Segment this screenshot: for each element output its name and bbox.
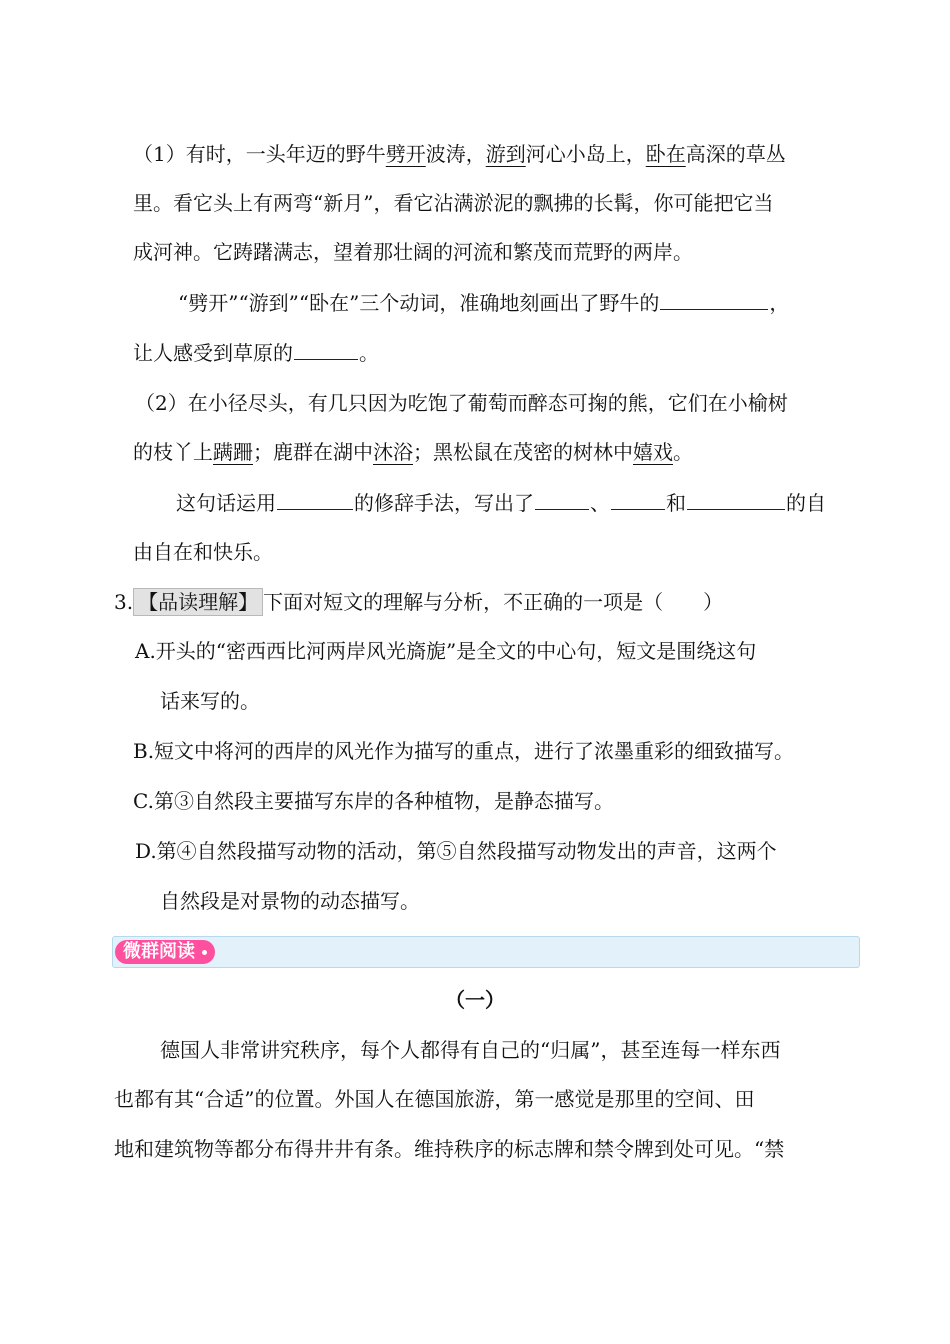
q2-task-line-1 [176, 488, 826, 518]
q2-text: ；黑松鼠在茂密的树林中 [413, 440, 633, 464]
option-a-line-1[interactable]: A.开头的“密西西比河两岸风光旖旎”是全文的中心句，短文是围绕这句 [135, 639, 757, 663]
task-text: 的修辞手法，写出了 [354, 491, 534, 515]
answer-blank[interactable] [687, 489, 785, 510]
task-text: 让人感受到草原的 [133, 341, 293, 365]
section-heading: （一） [445, 988, 505, 1012]
section-banner [112, 936, 860, 968]
underlined-verb: 卧在 [645, 142, 686, 166]
q2-task-line-2: 由自在和快乐。 [133, 540, 273, 564]
q1-line-1 [133, 139, 786, 169]
q1-text: 高深的草丛 [685, 142, 786, 166]
task-text: ， [769, 291, 790, 315]
option-b[interactable]: B.短文中将河的西岸的风光作为描写的重点，进行了浓墨重彩的细致描写。 [133, 739, 795, 763]
q3-stem [114, 587, 723, 617]
option-c[interactable]: C.第③自然段主要描写东岸的各种植物，是静态描写。 [133, 789, 614, 813]
q1-text: 波涛， [425, 142, 486, 166]
q2-line-2 [133, 437, 693, 467]
task-text: 、 [590, 491, 610, 515]
task-text: “劈开”“游到”“卧在”三个动词，准确地刻画出了野牛的 [178, 291, 660, 315]
dot-icon [202, 950, 207, 955]
question-tag: 【品读理解】 [133, 588, 263, 616]
task-text: 这句话运用 [176, 491, 276, 515]
q2-text: 的枝丫上 [133, 440, 213, 464]
q1-task-line-2 [133, 338, 379, 368]
passage-line-1: 德国人非常讲究秩序，每个人都得有自己的“归属”，甚至连每一样东西 [160, 1038, 781, 1062]
option-a-line-2: 话来写的。 [160, 689, 260, 713]
answer-blank[interactable] [660, 289, 768, 310]
task-text: 。 [359, 341, 379, 365]
q1-text: 河心小岛上， [525, 142, 646, 166]
q1-line-2: 里。看它头上有两弯“新月”，看它沾满淤泥的飘拂的长髯，你可能把它当 [133, 191, 774, 215]
question-number: 3. [114, 590, 134, 614]
passage-line-3: 地和建筑物等都分布得井井有条。维持秩序的标志牌和禁令牌到处可见。“禁 [114, 1137, 785, 1161]
section-badge [115, 940, 215, 964]
underlined-verb: 游到 [485, 142, 526, 166]
q2-text: ；鹿群在湖中 [253, 440, 373, 464]
q1-line-3: 成河神。它踌躇满志，望着那壮阔的河流和繁茂而荒野的两岸。 [133, 240, 693, 264]
section-badge-label: 微群阅读 [123, 941, 195, 962]
answer-blank[interactable] [294, 339, 358, 360]
task-text: 和 [666, 491, 686, 515]
q2-text: 。 [673, 440, 693, 464]
option-d-line-2: 自然段是对景物的动态描写。 [160, 889, 420, 913]
answer-blank[interactable] [611, 489, 665, 510]
task-text: 的自 [786, 491, 826, 515]
q1-task-line-1 [178, 288, 789, 318]
q1-text: （1）有时，一头年迈的野牛 [133, 142, 386, 166]
question-stem: 下面对短文的理解与分析，不正确的一项是（ ） [263, 590, 724, 614]
answer-blank[interactable] [277, 489, 353, 510]
passage-line-2: 也都有其“合适”的位置。外国人在德国旅游，第一感觉是那里的空间、田 [114, 1087, 755, 1111]
option-d-line-1[interactable]: D.第④自然段描写动物的活动，第⑤自然段描写动物发出的声音，这两个 [135, 839, 777, 863]
underlined-verb: 蹒跚 [213, 440, 253, 464]
q2-line-1: （2）在小径尽头，有几只因为吃饱了葡萄而醉态可掬的熊，它们在小榆树 [135, 391, 788, 415]
underlined-verb: 劈开 [385, 142, 426, 166]
answer-blank[interactable] [535, 489, 589, 510]
underlined-verb: 嬉戏 [633, 440, 673, 464]
underlined-verb: 沐浴 [373, 440, 413, 464]
